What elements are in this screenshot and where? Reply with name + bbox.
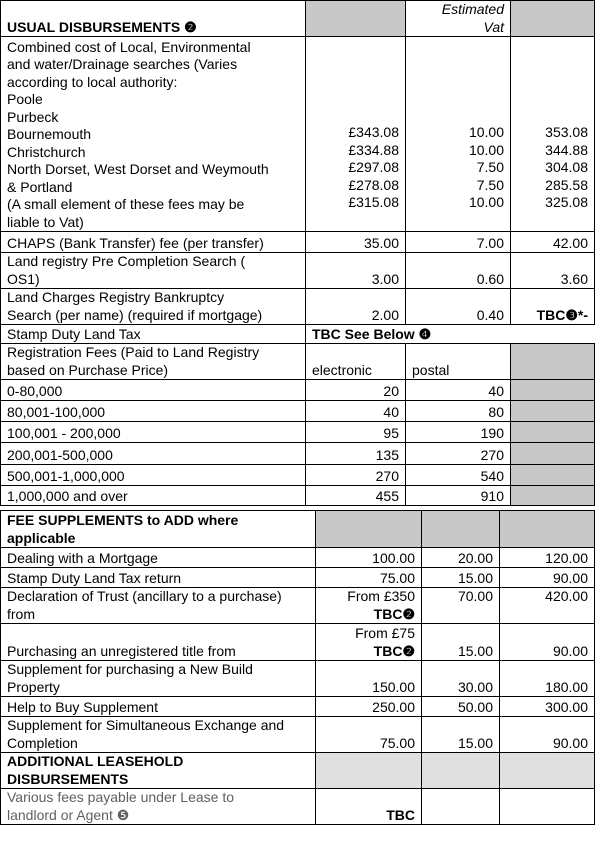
fee-bournemouth: £343.08 [348,124,399,140]
unregistered-total: 90.00 [500,624,595,661]
label-line: Supplement for purchasing a New Build [7,661,253,677]
table-row [1,422,595,443]
label-line: Registration Fees (Paid to Land Registry [7,344,260,360]
land-charges-row [1,289,595,325]
new-build-row [1,661,595,697]
total-value: 325.08 [545,194,588,210]
land-registry-vat: 0.60 [406,253,511,289]
help-to-buy-label: Help to Buy Supplement [1,697,316,717]
mortgage-label: Dealing with a Mortgage [1,548,316,568]
header-total-cell [500,511,595,548]
band-electronic: 40 [306,401,406,422]
fee-line: From £75 [355,625,415,641]
vat-value: 7.50 [476,176,504,193]
label-line: Completion [7,734,78,751]
fee-other: £315.08 [348,194,399,210]
searches-line: Poole [7,91,43,107]
header-fee-cell [316,511,422,548]
searches-line: according to local authority: [7,73,178,90]
searches-line: Purbeck [7,108,59,125]
various-fees-label [1,789,316,825]
leasehold-header-row [1,753,595,789]
table-row [1,401,595,422]
vat-value: 10.00 [468,124,504,140]
new-build-vat: 30.00 [422,661,500,697]
simultaneous-fee: 75.00 [316,717,422,753]
heading-line: ADDITIONAL LEASEHOLD [7,753,184,769]
searches-totals [511,37,595,232]
band-electronic: 455 [306,486,406,506]
supplements-header-row [1,511,595,548]
land-registry-fee: 3.00 [306,253,406,289]
new-build-label [1,661,316,697]
label-line: Various fees payable under Lease to [7,789,235,805]
table-row [1,486,595,506]
registration-total-cell [511,344,595,380]
land-registry-label [1,253,306,289]
searches-line: Combined cost of Local, Environmental [7,38,251,55]
header-fee-cell [306,1,406,37]
label-line: OS1) [7,270,40,287]
band-postal: 540 [406,465,511,486]
usual-heading: USUAL DISBURSEMENTS ❷ [1,1,306,37]
various-fees-value: TBC [316,789,422,825]
total-value: 344.88 [545,141,588,158]
band-total-cell [511,380,595,401]
band-electronic: 270 [306,465,406,486]
col-postal: postal [406,344,511,380]
searches-row [1,37,595,232]
sdlt-return-row [1,568,595,588]
header-total-cell [511,1,595,37]
band-postal: 270 [406,443,511,465]
searches-line: & Portland [7,178,73,195]
chaps-vat: 7.00 [406,232,511,253]
label-line: Property [7,678,60,695]
sdlt-row [1,325,595,344]
vat-value: 10.00 [468,194,504,210]
sdlt-return-total: 90.00 [500,568,595,588]
help-to-buy-row [1,697,595,717]
band-postal: 910 [406,486,511,506]
various-fees-vat [422,789,500,825]
header-row [1,1,595,37]
label-line: landlord or Agent ❺ [7,806,130,823]
band-postal: 80 [406,401,511,422]
land-registry-row [1,253,595,289]
estimated-vat-header [406,1,511,37]
various-fees-total [500,789,595,825]
band-label: 100,001 - 200,000 [1,422,306,443]
band-total-cell [511,401,595,422]
various-fees-row [1,789,595,825]
fee-christchurch: £334.88 [348,141,399,158]
searches-line: liable to Vat) [7,213,84,230]
land-charges-vat: 0.40 [406,289,511,325]
new-build-fee: 150.00 [316,661,422,697]
band-label: 0-80,000 [1,380,306,401]
heading-line: applicable [7,529,76,546]
searches-label [1,37,306,232]
sdlt-return-fee: 75.00 [316,568,422,588]
mortgage-fee: 100.00 [316,548,422,568]
label-line: based on Purchase Price) [7,361,169,378]
leasehold-total-cell [500,753,595,789]
table-row [1,443,595,465]
band-postal: 40 [406,380,511,401]
band-electronic: 20 [306,380,406,401]
col-electronic: electronic [306,344,406,380]
total-value: 353.08 [545,124,588,140]
help-to-buy-total: 300.00 [500,697,595,717]
searches-line: Bournemouth [7,126,92,142]
help-to-buy-fee: 250.00 [316,697,422,717]
vat-value: 7.50 [476,159,504,175]
searches-line: North Dorset, West Dorset and Weymouth [7,161,269,177]
supplements-heading [1,511,316,548]
est-vat-line1: Estimated [441,1,504,17]
mortgage-total: 120.00 [500,548,595,568]
table-row [1,380,595,401]
leasehold-heading [1,753,316,789]
band-electronic: 95 [306,422,406,443]
searches-line: (A small element of these fees may be [7,196,245,212]
fee-dorset: £297.08 [348,159,399,175]
fee-portland: £278.08 [348,176,399,193]
band-label: 200,001-500,000 [1,443,306,465]
land-registry-total: 3.60 [511,253,595,289]
trust-label [1,588,316,624]
label-line: Declaration of Trust (ancillary to a purchase) [7,588,282,604]
band-total-cell [511,443,595,465]
label-line: from [7,605,35,622]
help-to-buy-vat: 50.00 [422,697,500,717]
trust-total: 420.00 [500,588,595,624]
band-total-cell [511,465,595,486]
trust-vat: 70.00 [422,588,500,624]
sdlt-return-label: Stamp Duty Land Tax return [1,568,316,588]
band-total-cell [511,486,595,506]
fee-line: From £350 [347,588,415,604]
vat-value: 10.00 [468,141,504,158]
sdlt-value: TBC See Below ❹ [306,325,595,344]
chaps-fee: 35.00 [306,232,406,253]
new-build-total: 180.00 [500,661,595,697]
registration-header-row [1,344,595,380]
table-row [1,465,595,486]
unregistered-fee [316,624,422,661]
leasehold-fee-cell [316,753,422,789]
label-line: Search (per name) (required if mortgage) [7,306,263,323]
searches-fees [306,37,406,232]
band-total-cell [511,422,595,443]
simultaneous-vat: 15.00 [422,717,500,753]
chaps-total: 42.00 [511,232,595,253]
heading-line: FEE SUPPLEMENTS to ADD where [7,512,239,528]
unregistered-label: Purchasing an unregistered title from [1,624,316,661]
trust-row [1,588,595,624]
band-label: 500,001-1,000,000 [1,465,306,486]
unregistered-vat: 15.00 [422,624,500,661]
est-vat-line2: Vat [483,18,504,35]
band-label: 80,001-100,000 [1,401,306,422]
leasehold-vat-cell [422,753,500,789]
mortgage-row [1,548,595,568]
fee-line: TBC❷ [373,605,415,622]
label-line: Land registry Pre Completion Search ( [7,253,246,269]
land-charges-total: TBC❸*- [511,289,595,325]
searches-line: Christchurch [7,143,86,160]
simultaneous-label [1,717,316,753]
total-value: 285.58 [545,176,588,193]
label-line: Supplement for Simultaneous Exchange and [7,717,285,733]
supplements-table [0,510,595,825]
trust-fee [316,588,422,624]
total-value: 304.08 [545,159,588,175]
fee-line: TBC❷ [373,642,415,659]
band-electronic: 135 [306,443,406,465]
band-label: 1,000,000 and over [1,486,306,506]
simultaneous-row [1,717,595,753]
heading-line: DISBURSEMENTS [7,770,129,787]
land-charges-label [1,289,306,325]
mortgage-vat: 20.00 [422,548,500,568]
label-line: Land Charges Registry Bankruptcy [7,289,225,305]
searches-line: and water/Drainage searches (Varies [7,56,238,72]
chaps-label: CHAPS (Bank Transfer) fee (per transfer) [1,232,306,253]
searches-vat [406,37,511,232]
band-postal: 190 [406,422,511,443]
registration-label [1,344,306,380]
header-vat-cell [422,511,500,548]
simultaneous-total: 90.00 [500,717,595,753]
land-charges-fee: 2.00 [306,289,406,325]
unregistered-row [1,624,595,661]
sdlt-return-vat: 15.00 [422,568,500,588]
chaps-row [1,232,595,253]
sdlt-label: Stamp Duty Land Tax [1,325,306,344]
